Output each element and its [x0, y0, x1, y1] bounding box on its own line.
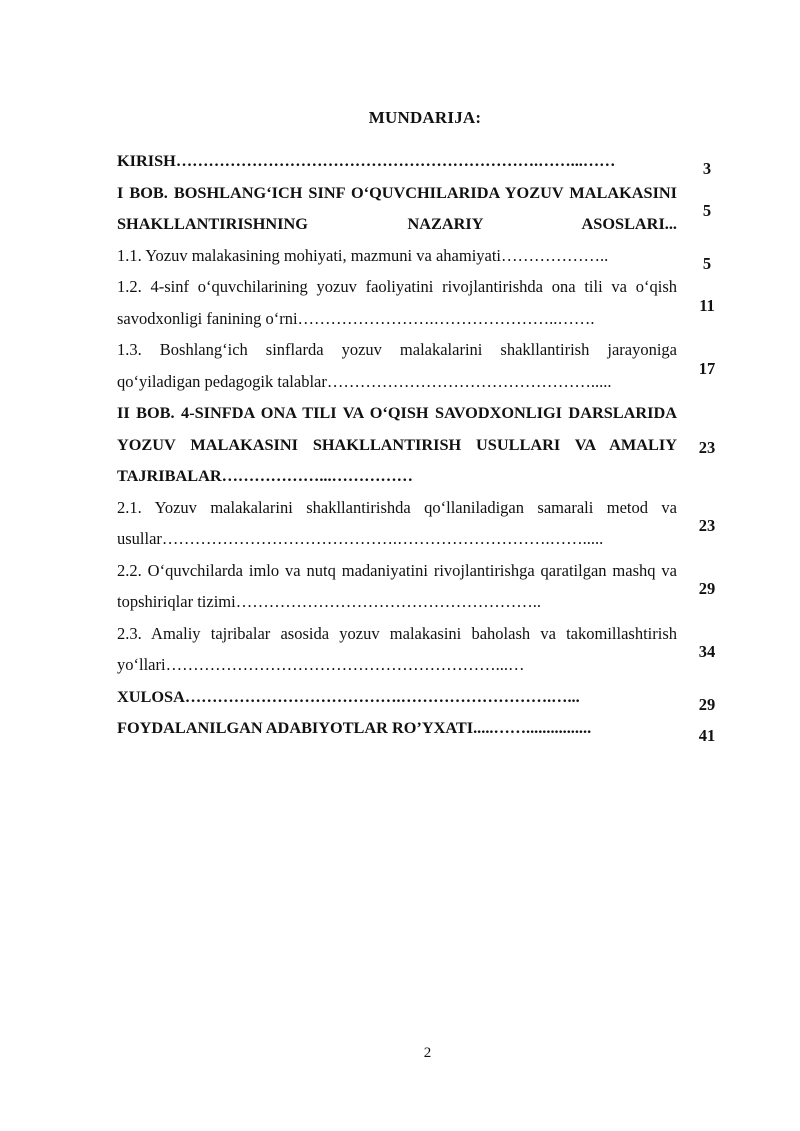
toc-entry-page: 23: [698, 437, 716, 457]
toc-entry-page: 3: [702, 159, 712, 178]
toc-entry-page: 41: [698, 726, 716, 745]
toc-entry-page: 11: [699, 295, 715, 315]
toc-entry-1-2: [117, 271, 727, 334]
toc-entry-title: FOYDALANILGAN ADABIYOTLAR RO’YXATI.....……................: [117, 718, 592, 737]
toc-entry-page: 29: [698, 694, 716, 714]
toc-entry-xulosa: [117, 681, 727, 713]
toc-entry-1-3: [117, 334, 727, 397]
toc-entry-title: 2.2. O‘quvchilarda imlo va nutq madaniyatini rivojlantirishga qaratilgan mashq va topshiriqlar tizimi………………………………………………..: [117, 560, 677, 611]
toc-entry-page: 34: [698, 642, 716, 662]
toc-entry-1-1: [117, 240, 727, 272]
toc-entry-title: I BOB. BOSHLANG‘ICH SINF O‘QUVCHILARIDA YOZUV MALAKASINI SHAKLLANTIRISHNING NAZARIY ASOSLARI...: [117, 182, 677, 233]
toc-entry-page: 5: [702, 253, 712, 273]
toc-entry-page: 5: [702, 201, 712, 221]
toc-entry-2-1: [117, 492, 727, 555]
toc-entry-title: 2.1. Yozuv malakalarini shakllantirishda qo‘llaniladigan samarali metod va usullar…………………………………….……………………….…….....: [117, 497, 677, 548]
toc-entry-title: 1.2. 4-sinf o‘quvchilarining yozuv faoliyatini rivojlantirishda ona tili va o‘qish savodxonligi fanining o‘rni…………………….…………………..…….: [117, 277, 677, 328]
toc-entry-page: 17: [698, 358, 716, 378]
toc-entry-title: KIRISH………………………………………………………….……...……: [117, 151, 616, 170]
toc-entry-title: II BOB. 4-SINFDA ONA TILI VA O‘QISH SAVODXONLIGI DARSLARIDA YOZUV MALAKASINI SHAKLLANTIRISH USULLARI VA AMALIY TAJRIBALAR………………...……………: [117, 403, 677, 485]
page-number: 2: [423, 1045, 432, 1061]
toc-entry-page: 29: [698, 579, 716, 599]
toc-entry-page: 23: [698, 516, 716, 536]
table-of-contents: [117, 145, 727, 744]
toc-entry-title: 2.3. Amaliy tajribalar asosida yozuv malakasini baholash va takomillashtirish yo‘llari……………………………………………………...…: [117, 623, 677, 674]
toc-entry-adabiyotlar: [117, 712, 727, 744]
toc-entry-kirish: [117, 145, 727, 177]
toc-heading: MUNDARIJA:: [368, 108, 482, 127]
toc-entry-chapter-1: [117, 177, 727, 240]
toc-entry-title: 1.1. Yozuv malakasining mohiyati, mazmuni va ahamiyati………………..: [117, 245, 609, 265]
toc-entry-title: 1.3. Boshlang‘ich sinflarda yozuv malakalarini shakllantirish jarayoniga qo‘yiladigan pedagogik talablar………………………………………….....: [117, 340, 677, 391]
toc-entry-title: XULOSA………………………………….……………………….…...: [117, 686, 580, 706]
toc-entry-2-2: [117, 555, 727, 618]
toc-entry-2-3: [117, 618, 727, 681]
toc-entry-chapter-2: [117, 397, 727, 492]
